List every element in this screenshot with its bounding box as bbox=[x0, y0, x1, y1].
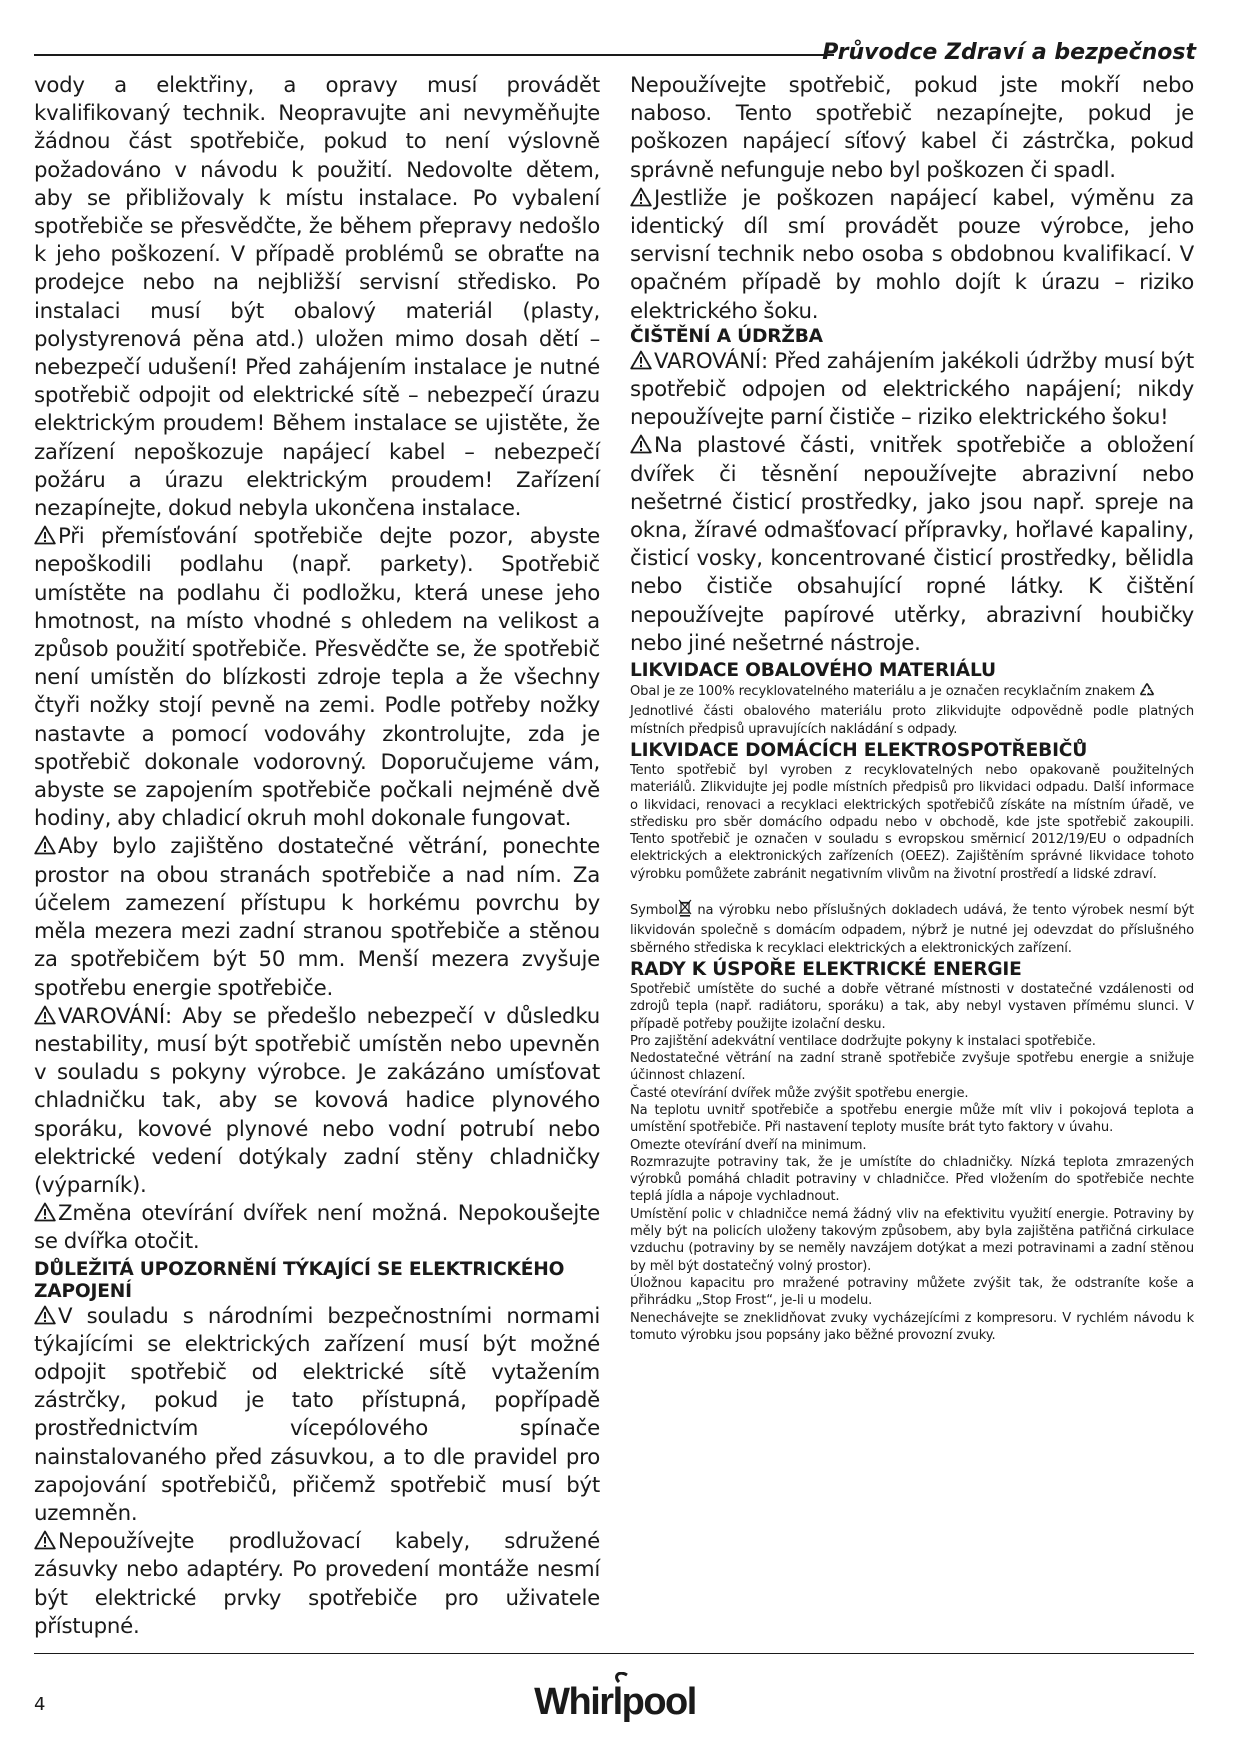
page-number: 4 bbox=[34, 1694, 46, 1715]
section-heading: ČIŠTĚNÍ A ÚDRŽBA bbox=[630, 325, 823, 347]
paragraph bbox=[630, 348, 1194, 433]
header-rule bbox=[34, 54, 834, 56]
paragraph: Rozmrazujte potraviny tak, že je umístíte do chladničky. Nízká teplota zmrazených výrobků pomáhá chladit potraviny v chladničce. Před vložením do spotřebiče nechte teplá jídla a nápoje vychladnout. bbox=[630, 1154, 1194, 1205]
paragraph: Úložnou kapacitu pro mražené potraviny můžete zvýšit tak, že odstraníte koše a přihrádku „Stop Frost“, je-li u modelu. bbox=[630, 1275, 1194, 1309]
paragraph-text: Nepoužívejte prodlužovací kabely, sdružené zásuvky nebo adaptéry. Po provedení montáže nesmí být elektrické prvky spotřebiče pro uživatele přístupné. bbox=[34, 1529, 600, 1639]
paragraph bbox=[34, 1200, 600, 1256]
paragraph bbox=[34, 833, 600, 1002]
paragraph-text: Při přemísťování spotřebiče dejte pozor, abyste nepoškodili podlahu (např. parkety). Spotřebič umístěte na podlahu či podložku, která unese jeho hmotnost, na místo vhodné s ohledem na velikost a způsob použití spotřebiče. Přesvědčte se, že spotřebič není umístěn do blízkosti zdroje tepla a že všechny čtyři nožky stojí pevně na zemi. Podle potřeby nožky nastavte a pomocí vodováhy zkontrolujte, zda je spotřebič dokonale vodorovný. Doporučujeme vám, abyste se zapojením spotřebiče počkali nejméně dvě hodiny, aby chladicí okruh mohl dokonale fungovat. bbox=[34, 524, 600, 832]
paragraph: Spotřebič umístěte do suché a dobře větrané místnosti v dostatečné vzdálenosti od zdrojů tepla (např. radiátoru, sporáku) a tak, aby nebyl vystaven přímému slunci. V případě potřeby použijte izolační desku. bbox=[630, 981, 1194, 1032]
paragraph: Omezte otevírání dveří na minimum. bbox=[630, 1137, 867, 1153]
paragraph-text: Změna otevírání dvířek není možná. Nepokoušejte se dvířka otočit. bbox=[34, 1201, 600, 1255]
crossed-bin-icon bbox=[678, 899, 692, 922]
whirlpool-logo bbox=[515, 1672, 715, 1732]
warning-triangle-icon bbox=[34, 1530, 56, 1550]
paragraph: Umístění polic v chladničce nemá žádný vliv na efektivitu využití energie. Potraviny by měly být na policích uloženy takovým způsobem, aby byla zajištěna patřičná cirkulace vzduchu (potraviny by se neměly navzájem dotýkat a mezi potravinami a zadní stěnou by měl být dostatečný volný prostor). bbox=[630, 1206, 1194, 1274]
paragraph: Nenechávejte se zneklidňovat zvuky vycházejícími z kompresoru. V rychlém návodu k tomuto výrobku jsou popsány jako běžné provozní zvuky. bbox=[630, 1310, 1194, 1343]
warning-triangle-icon bbox=[34, 1005, 56, 1025]
paragraph: Pro zajištění adekvátní ventilace dodržujte pokyny k instalaci spotřebiče. bbox=[630, 1033, 1096, 1049]
paragraph-text: VAROVÁNÍ: Aby se předešlo nebezpečí v důsledku nestability, musí být spotřebič umístěn nebo upevněn v souladu s pokyny výrobce. Je zakázáno umísťovat chladničku tak, aby se kovová hadice plynového sporáku, kovové plynové nebo vodní potrubí nebo elektrické vedení dotýkaly zadní stěny chladničky (výparník). bbox=[34, 1003, 600, 1198]
section-heading: LIKVIDACE OBALOVÉHO MATERIÁLU bbox=[630, 660, 996, 682]
warning-triangle-icon bbox=[34, 835, 56, 855]
paragraph bbox=[630, 682, 1194, 703]
section-heading: LIKVIDACE DOMÁCÍCH ELEKTROSPOTŘEBIČŮ bbox=[630, 739, 1088, 761]
paragraph: Na teplotu uvnitř spotřebiče a spotřebu energie může mít vliv i pokojová teplota a umístění spotřebiče. Při nastavení teploty musíte brát tyto faktory v úvahu. bbox=[630, 1103, 1194, 1136]
paragraph-text: VAROVÁNÍ: Před zahájením jakékoli údržby musí být spotřebič odpojen od elektrického napájení; nikdy nepoužívejte parní čističe – riziko elektrického šoku! bbox=[630, 348, 1194, 431]
paragraph: Tento spotřebič byl vyroben z recyklovatelných nebo opakovaně použitelných materiálů. Zlikvidujte jej podle místních předpisů pro likvidaci odpadu. Další informace o likvidaci, renovaci a recyklaci elektrických spotřebičů získáte na místním úřadě, ve středisku pro sběr domácího odpadu nebo v obchodě, kde jste spotřebič zakoupili. Tento spotřebič je označen v souladu s evropskou směrnicí 2012/19/EU o odpadních elektrických a elektronických zařízeních (OEEZ). Zajištěním správné likvidace tohoto výrobku pomůžete zabránit negativním vlivům na životní prostředí a lidské zdraví. bbox=[630, 762, 1194, 882]
paragraph: Nepoužívejte spotřebič, pokud jste mokří nebo naboso. Tento spotřebič nezapínejte, pokud je poškozen napájecí síťový kabel či zástrčka, pokud správně nefunguje nebo byl poškozen či spadl. bbox=[630, 73, 1194, 183]
paragraph bbox=[630, 899, 1194, 957]
paragraph-text: Obal je ze 100% recyklovatelného materiálu a je označen recyklačním znakem bbox=[630, 684, 1136, 700]
paragraph-text: Symbol bbox=[630, 903, 678, 919]
recycle-icon bbox=[1139, 682, 1155, 703]
paragraph bbox=[34, 523, 600, 833]
paragraph bbox=[34, 1303, 600, 1529]
paragraph bbox=[630, 432, 1194, 658]
section-heading: RADY K ÚSPOŘE ELEKTRICKÉ ENERGIE bbox=[630, 958, 1022, 980]
footer-rule bbox=[34, 1653, 1194, 1654]
paragraph-text: Na plastové části, vnitřek spotřebiče a obložení dvířek či těsnění nepoužívejte abrazivní nebo nešetrné čisticí prostředky, jako jsou např. spreje na okna, žíravé odmašťovací přípravky, hořlavé kapaliny, čisticí vosky, koncentrované čisticí prostředky, bělidla nebo čističe obsahující ropné látky. K čištění nepoužívejte papírové utěrky, abrazivní houbičky nebo jiné nešetrné nástroje. bbox=[630, 433, 1194, 656]
paragraph-text: Aby bylo zajištěno dostatečné větrání, ponechte prostor na obou stranách spotřebiče a nad ním. Za účelem zamezení přístupu k horkému povrchu by měla mezera mezi zadní stranou spotřebiče a stěnou za spotřebičem být 50 mm. Menší mezera zvyšuje spotřebu energie spotřebiče. bbox=[34, 834, 600, 1001]
right-column bbox=[630, 72, 1194, 1344]
warning-triangle-icon bbox=[34, 525, 56, 545]
warning-triangle-icon bbox=[630, 187, 652, 207]
page-header-title: Průvodce Zdraví a bezpečnost bbox=[822, 40, 1196, 65]
paragraph: Časté otevírání dvířek může zvýšit spotřebu energie. bbox=[630, 1085, 969, 1101]
paragraph-text: na výrobku nebo příslušných dokladech udává, že tento výrobek nesmí být likvidován společně s domácím odpadem, nýbrž je nutné jej odevzdat do příslušného sběrného střediska k recyklaci elektrických a elektronických zařízení. bbox=[630, 903, 1195, 956]
warning-triangle-icon bbox=[34, 1305, 56, 1325]
warning-triangle-icon bbox=[630, 434, 652, 454]
warning-triangle-icon bbox=[630, 350, 652, 370]
logo-text: Whirlpool bbox=[534, 1681, 696, 1723]
warning-triangle-icon bbox=[34, 1202, 56, 1222]
spacer bbox=[630, 883, 1194, 899]
paragraph-text: Jestliže je poškozen napájecí kabel, výměnu za identický díl smí provádět pouze výrobce, jeho servisní technik nebo osoba s obdobnou kvalifikací. V opačném případě by mohlo dojít k úrazu – riziko elektrického šoku. bbox=[630, 185, 1194, 324]
paragraph bbox=[34, 1528, 600, 1641]
paragraph-text: V souladu s národními bezpečnostními normami týkajícími se elektrických zařízení musí být možné odpojit spotřebič od elektrické sítě vytažením zástrčky, pokud je tato přístupná, popřípadě prostřednictvím vícepólového spínače nainstalovaného před zásuvkou, a to dle pravidel pro zapojování spotřebičů, přičemž spotřebič musí být uzemněn. bbox=[34, 1303, 600, 1526]
left-column bbox=[34, 72, 600, 1641]
paragraph bbox=[34, 1003, 600, 1200]
paragraph bbox=[630, 185, 1194, 326]
paragraph: vody a elektřiny, a opravy musí provádět kvalifikovaný technik. Neopravujte ani nevyměňujte žádnou část spotřebiče, pokud to není výslovně požadováno v návodu k použití. Nedovolte dětem, aby se přibližovaly k místu instalace. Po vybalení spotřebiče se přesvědčte, že během přepravy nedošlo k jeho poškození. V případě problémů se obraťte na prodejce nebo na nejbližší servisní středisko. Po instalaci musí být obalový materiál (plasty, polystyrenová pěna atd.) uložen mimo dosah dětí – nebezpečí udušení! Před zahájením instalace je nutné spotřebič odpojit od elektrické sítě – nebezpečí úrazu elektrickým proudem! Během instalace se ujistěte, že zařízení nepoškozuje napájecí kabel – nebezpečí požáru a úrazu elektrickým proudem! Zařízení nezapínejte, dokud nebyla ukončena instalace. bbox=[34, 73, 600, 522]
section-heading: DŮLEŽITÁ UPOZORNĚNÍ TÝKAJÍCÍ SE ELEKTRICKÉHO ZAPOJENÍ bbox=[34, 1258, 565, 1302]
paragraph: Nedostatečné větrání na zadní straně spotřebiče zvyšuje spotřebu energie a snižuje účinnost chlazení. bbox=[630, 1051, 1194, 1084]
paragraph: Jednotlivé části obalového materiálu proto zlikvidujte odpovědně podle platných místních předpisů upravujících nakládání s odpady. bbox=[630, 704, 1194, 737]
